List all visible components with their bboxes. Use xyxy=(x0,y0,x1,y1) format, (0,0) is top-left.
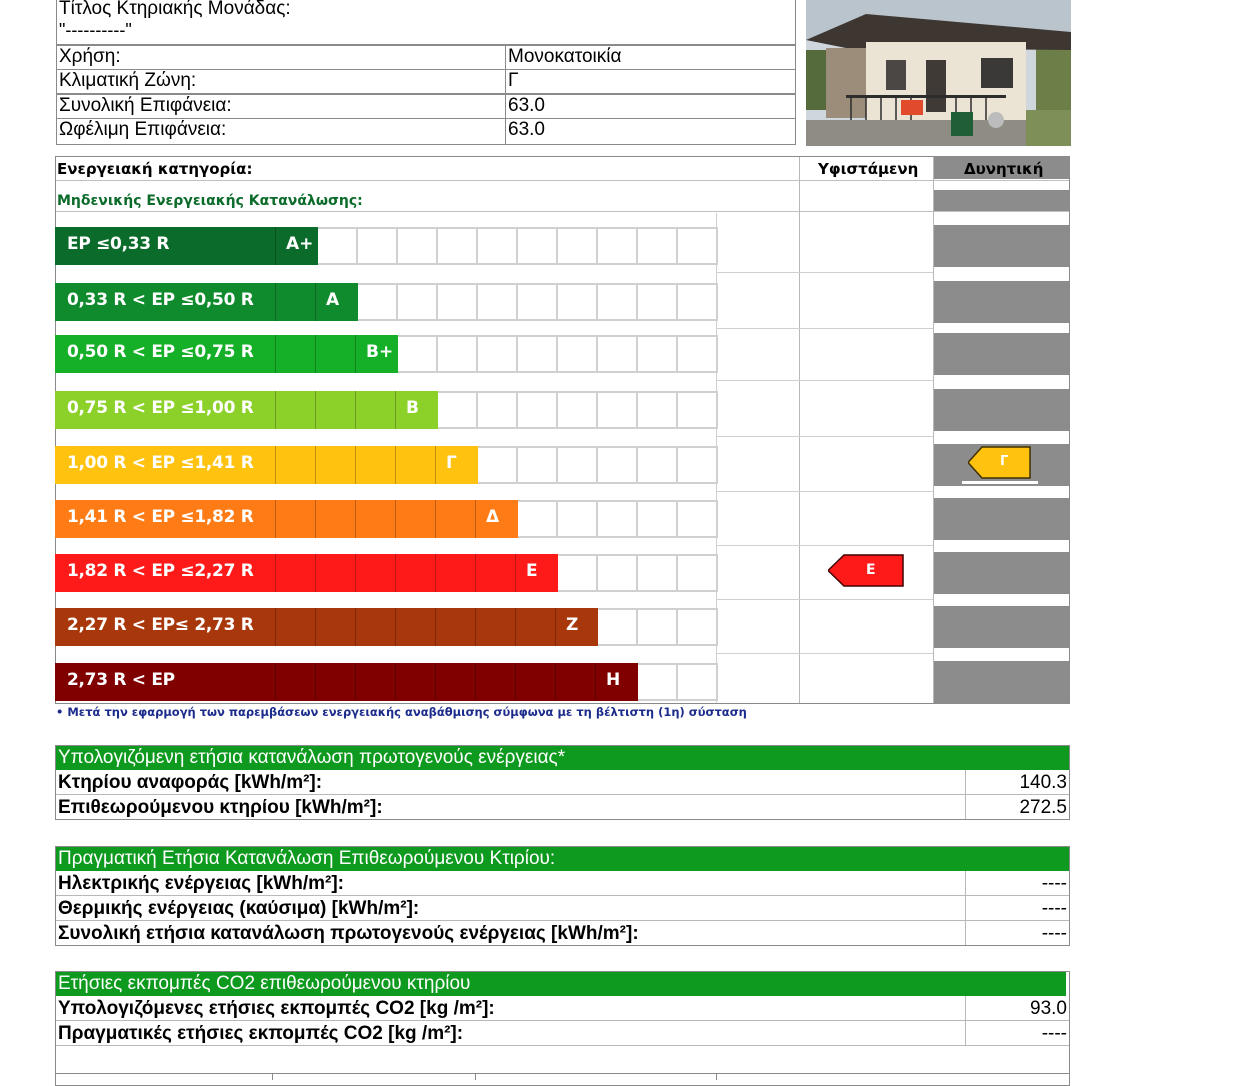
band-separator xyxy=(315,554,316,592)
next-table-div-3 xyxy=(716,1073,717,1080)
band-class-code: A+ xyxy=(286,234,314,254)
actual-electric-label: Ηλεκτρικής ενέργειας [kWh/m²]: xyxy=(58,873,344,894)
band-empty-cell xyxy=(398,335,438,373)
calc-reference-value: 140.3 xyxy=(1019,772,1067,793)
calc-value-divider xyxy=(965,770,966,819)
potential-col-zero xyxy=(934,190,1069,211)
band-separator xyxy=(555,663,556,701)
band-class-code: B+ xyxy=(366,342,394,362)
band-separator xyxy=(475,663,476,701)
calc-reference-label: Κτηρίου αναφοράς [kWh/m²]: xyxy=(58,772,323,793)
useful-area-value: 63.0 xyxy=(505,118,796,145)
calc-row-inspected xyxy=(56,795,1069,820)
band-empty-cell xyxy=(678,500,718,538)
band-empty-cell xyxy=(598,554,638,592)
band-separator xyxy=(275,554,276,592)
band-class-code: Ζ xyxy=(566,615,579,635)
band-empty-cell xyxy=(558,446,598,484)
band-divider xyxy=(716,653,933,654)
band-empty-cell xyxy=(678,446,718,484)
band-separator xyxy=(435,663,436,701)
band-empty-cell xyxy=(398,283,438,321)
band-empty-cell xyxy=(678,554,718,592)
co2-actual-value: ---- xyxy=(1041,1023,1067,1044)
total-area-value: 63.0 xyxy=(505,94,796,119)
co2-calculated-label: Υπολογιζόμενες ετήσιες εκπομπές CO2 [kg /m²]: xyxy=(58,998,495,1019)
band-separator xyxy=(275,446,276,484)
actual-thermal-label: Θερμικής ενέργειας (καύσιμα) [kWh/m²]: xyxy=(58,898,420,919)
band-empty-cell xyxy=(638,283,678,321)
zero-divider xyxy=(56,211,1069,212)
band-separator xyxy=(435,608,436,646)
actual-row-electric xyxy=(56,871,1069,896)
next-table-div-2 xyxy=(475,1073,476,1080)
band-empty-cell xyxy=(638,446,678,484)
house-photo xyxy=(806,0,1071,146)
header-divider xyxy=(56,180,1069,181)
rating-band-row xyxy=(55,283,1069,323)
calc-inspected-label: Επιθεωρούμενου κτηρίου [kWh/m²]: xyxy=(58,797,383,818)
band-separator xyxy=(435,554,436,592)
band-divider xyxy=(716,491,933,492)
band-empty-cell xyxy=(638,391,678,429)
rating-band-row xyxy=(55,500,1069,540)
col-divider-grid-end xyxy=(716,213,717,703)
co2-row-actual xyxy=(56,1021,1069,1046)
band-class-code: Δ xyxy=(486,507,500,527)
band-class-code: Γ xyxy=(446,453,457,473)
rating-band-row xyxy=(55,335,1069,375)
rating-band-row xyxy=(55,663,1069,703)
rating-band-row xyxy=(55,227,1069,267)
potential-col-cell xyxy=(934,281,1069,323)
band-empty-cell xyxy=(638,227,678,265)
potential-col-cell xyxy=(934,606,1069,648)
zero-energy-label: Μηδενικής Ενεργειακής Κατανάλωσης: xyxy=(57,193,363,209)
band-empty-cell xyxy=(598,283,638,321)
potential-col-cell xyxy=(934,552,1069,594)
band-empty-cell xyxy=(438,335,478,373)
band-empty-cell xyxy=(678,608,718,646)
band-empty-cell xyxy=(478,335,518,373)
band-separator xyxy=(355,391,356,429)
band-empty-cell xyxy=(558,500,598,538)
band-separator xyxy=(275,227,276,265)
actual-value-divider xyxy=(965,871,966,945)
band-empty-cell xyxy=(638,663,678,701)
band-empty-cell xyxy=(478,283,518,321)
band-empty-cell xyxy=(438,227,478,265)
title-value: "----------" xyxy=(59,20,132,40)
band-separator xyxy=(275,335,276,373)
actual-row-thermal xyxy=(56,896,1069,921)
potential-col-cell xyxy=(934,225,1069,267)
band-divider xyxy=(716,328,933,329)
band-empty-cell xyxy=(638,608,678,646)
band-class-code: Η xyxy=(606,670,621,690)
band-empty-cell xyxy=(558,391,598,429)
band-empty-cell xyxy=(438,283,478,321)
band-range-label: 2,27 R < EP≤ 2,73 R xyxy=(67,615,254,635)
band-separator xyxy=(515,554,516,592)
band-separator xyxy=(315,663,316,701)
band-divider xyxy=(716,436,933,437)
band-empty-cell xyxy=(558,227,598,265)
co2-value-divider xyxy=(965,996,966,1046)
band-separator xyxy=(315,446,316,484)
band-divider xyxy=(716,380,933,381)
potential-col-cell xyxy=(934,389,1069,431)
band-empty-cell xyxy=(678,663,718,701)
band-empty-cell xyxy=(598,227,638,265)
useful-area-label: Ωφέλιμη Επιφάνεια: xyxy=(56,118,506,145)
co2-row-calculated xyxy=(56,996,1069,1021)
band-separator xyxy=(395,663,396,701)
band-empty-cell xyxy=(558,283,598,321)
band-empty-cell xyxy=(358,227,398,265)
existing-header: Υφιστάμενη xyxy=(818,160,919,178)
band-empty-cell xyxy=(318,227,358,265)
band-empty-cell xyxy=(478,391,518,429)
title-cell xyxy=(56,0,796,45)
band-empty-cell xyxy=(438,391,478,429)
band-divider xyxy=(716,272,933,273)
band-range-label: EP ≤0,33 R xyxy=(67,234,170,254)
rating-band-row xyxy=(55,608,1069,648)
band-separator xyxy=(315,283,316,321)
band-separator xyxy=(275,608,276,646)
band-separator xyxy=(355,335,356,373)
band-separator xyxy=(315,335,316,373)
band-empty-cell xyxy=(598,391,638,429)
band-separator xyxy=(395,608,396,646)
band-separator xyxy=(275,663,276,701)
band-range-label: 1,00 R < EP ≤1,41 R xyxy=(67,453,254,473)
actual-total-label: Συνολική ετήσια κατανάλωση πρωτογενούς ενέργειας [kWh/m²]: xyxy=(58,923,639,944)
band-empty-cell xyxy=(518,227,558,265)
actual-thermal-value: ---- xyxy=(1041,898,1067,919)
existing-rating-marker xyxy=(828,554,904,587)
band-empty-cell xyxy=(598,608,638,646)
potential-rating-marker xyxy=(968,446,1031,479)
usage-value: Μονοκατοικία xyxy=(505,45,796,70)
band-empty-cell xyxy=(518,391,558,429)
calc-inspected-value: 272.5 xyxy=(1019,797,1067,818)
rating-band-row xyxy=(55,554,1069,594)
band-separator xyxy=(475,554,476,592)
band-divider xyxy=(716,545,933,546)
existing-marker-code: Ε xyxy=(866,562,876,578)
band-range-label: 1,41 R < EP ≤1,82 R xyxy=(67,507,254,527)
band-separator xyxy=(355,663,356,701)
band-empty-cell xyxy=(598,335,638,373)
band-separator xyxy=(515,663,516,701)
band-separator xyxy=(395,554,396,592)
band-empty-cell xyxy=(678,391,718,429)
potential-marker-code: Γ xyxy=(1000,454,1009,469)
title-label: Τίτλος Κτηριακής Μονάδας: xyxy=(59,0,291,19)
rating-band-row xyxy=(55,391,1069,431)
band-empty-cell xyxy=(478,227,518,265)
band-empty-cell xyxy=(638,335,678,373)
band-empty-cell xyxy=(598,500,638,538)
band-separator xyxy=(355,500,356,538)
band-separator xyxy=(355,446,356,484)
band-separator xyxy=(475,608,476,646)
potential-header: Δυνητική xyxy=(964,160,1044,178)
footnote: • Μετά την εφαρμογή των παρεμβάσεων ενεργειακής αναβάθμισης σύμφωνα με τη βέλτιστη (1η) σύσταση xyxy=(56,705,747,719)
band-empty-cell xyxy=(638,500,678,538)
band-empty-cell xyxy=(558,554,598,592)
potential-col-cell xyxy=(934,498,1069,540)
band-separator xyxy=(275,500,276,538)
band-separator xyxy=(595,663,596,701)
band-separator xyxy=(395,446,396,484)
band-empty-cell xyxy=(678,227,718,265)
band-separator xyxy=(555,608,556,646)
band-range-label: 0,50 R < EP ≤0,75 R xyxy=(67,342,254,362)
band-range-label: 0,33 R < EP ≤0,50 R xyxy=(67,290,254,310)
calc-row-reference xyxy=(56,770,1069,795)
band-empty-cell xyxy=(678,335,718,373)
next-table-div-1 xyxy=(272,1073,273,1080)
climate-zone-value: Γ xyxy=(505,69,796,94)
co2-calculated-value: 93.0 xyxy=(1030,998,1067,1019)
band-range-label: 2,73 R < EP xyxy=(67,670,175,690)
band-separator xyxy=(395,500,396,538)
band-empty-cell xyxy=(638,554,678,592)
band-separator xyxy=(315,391,316,429)
band-range-label: 1,82 R < EP ≤2,27 R xyxy=(67,561,254,581)
band-separator xyxy=(435,500,436,538)
actual-electric-value: ---- xyxy=(1041,873,1067,894)
band-class-code: A xyxy=(326,290,340,310)
band-empty-cell xyxy=(478,446,518,484)
band-separator xyxy=(355,608,356,646)
band-separator xyxy=(435,446,436,484)
band-separator xyxy=(315,608,316,646)
category-label: Ενεργειακή κατηγορία: xyxy=(57,160,253,178)
climate-zone-label: Κλιματική Ζώνη: xyxy=(56,69,506,94)
co2-actual-label: Πραγματικές ετήσιες εκπομπές CO2 [kg /m²]: xyxy=(58,1023,464,1044)
band-separator xyxy=(515,608,516,646)
rating-band-row xyxy=(55,446,1069,486)
calc-heading: Υπολογιζόμενη ετήσια κατανάλωση πρωτογενούς ενέργειας* xyxy=(56,746,1069,770)
band-empty-cell xyxy=(358,283,398,321)
actual-row-total xyxy=(56,921,1069,946)
band-separator xyxy=(355,554,356,592)
potential-col-cell xyxy=(934,661,1069,703)
band-separator xyxy=(395,391,396,429)
actual-heading: Πραγματική Ετήσια Κατανάλωση Επιθεωρούμενου Κτιρίου: xyxy=(56,847,1069,871)
band-empty-cell xyxy=(678,283,718,321)
usage-label: Χρήση: xyxy=(56,45,506,70)
band-range-label: 0,75 R < EP ≤1,00 R xyxy=(67,398,254,418)
band-separator xyxy=(275,283,276,321)
band-empty-cell xyxy=(558,335,598,373)
band-separator xyxy=(275,391,276,429)
band-empty-cell xyxy=(598,446,638,484)
band-empty-cell xyxy=(518,500,558,538)
next-table-top xyxy=(56,1073,1069,1074)
band-divider xyxy=(716,599,933,600)
band-class-code: Ε xyxy=(526,561,538,581)
actual-total-value: ---- xyxy=(1041,923,1067,944)
band-empty-cell xyxy=(518,446,558,484)
band-separator xyxy=(475,500,476,538)
potential-col-cell xyxy=(934,333,1069,375)
band-class-code: B xyxy=(406,398,419,418)
band-empty-cell xyxy=(518,283,558,321)
band-separator xyxy=(315,500,316,538)
band-empty-cell xyxy=(518,335,558,373)
band-empty-cell xyxy=(398,227,438,265)
potential-marker-underline xyxy=(962,481,1038,484)
co2-heading: Ετήσιες εκπομπές CO2 επιθεωρούμενου κτηρίου xyxy=(56,972,1066,996)
total-area-label: Συνολική Επιφάνεια: xyxy=(56,94,506,119)
